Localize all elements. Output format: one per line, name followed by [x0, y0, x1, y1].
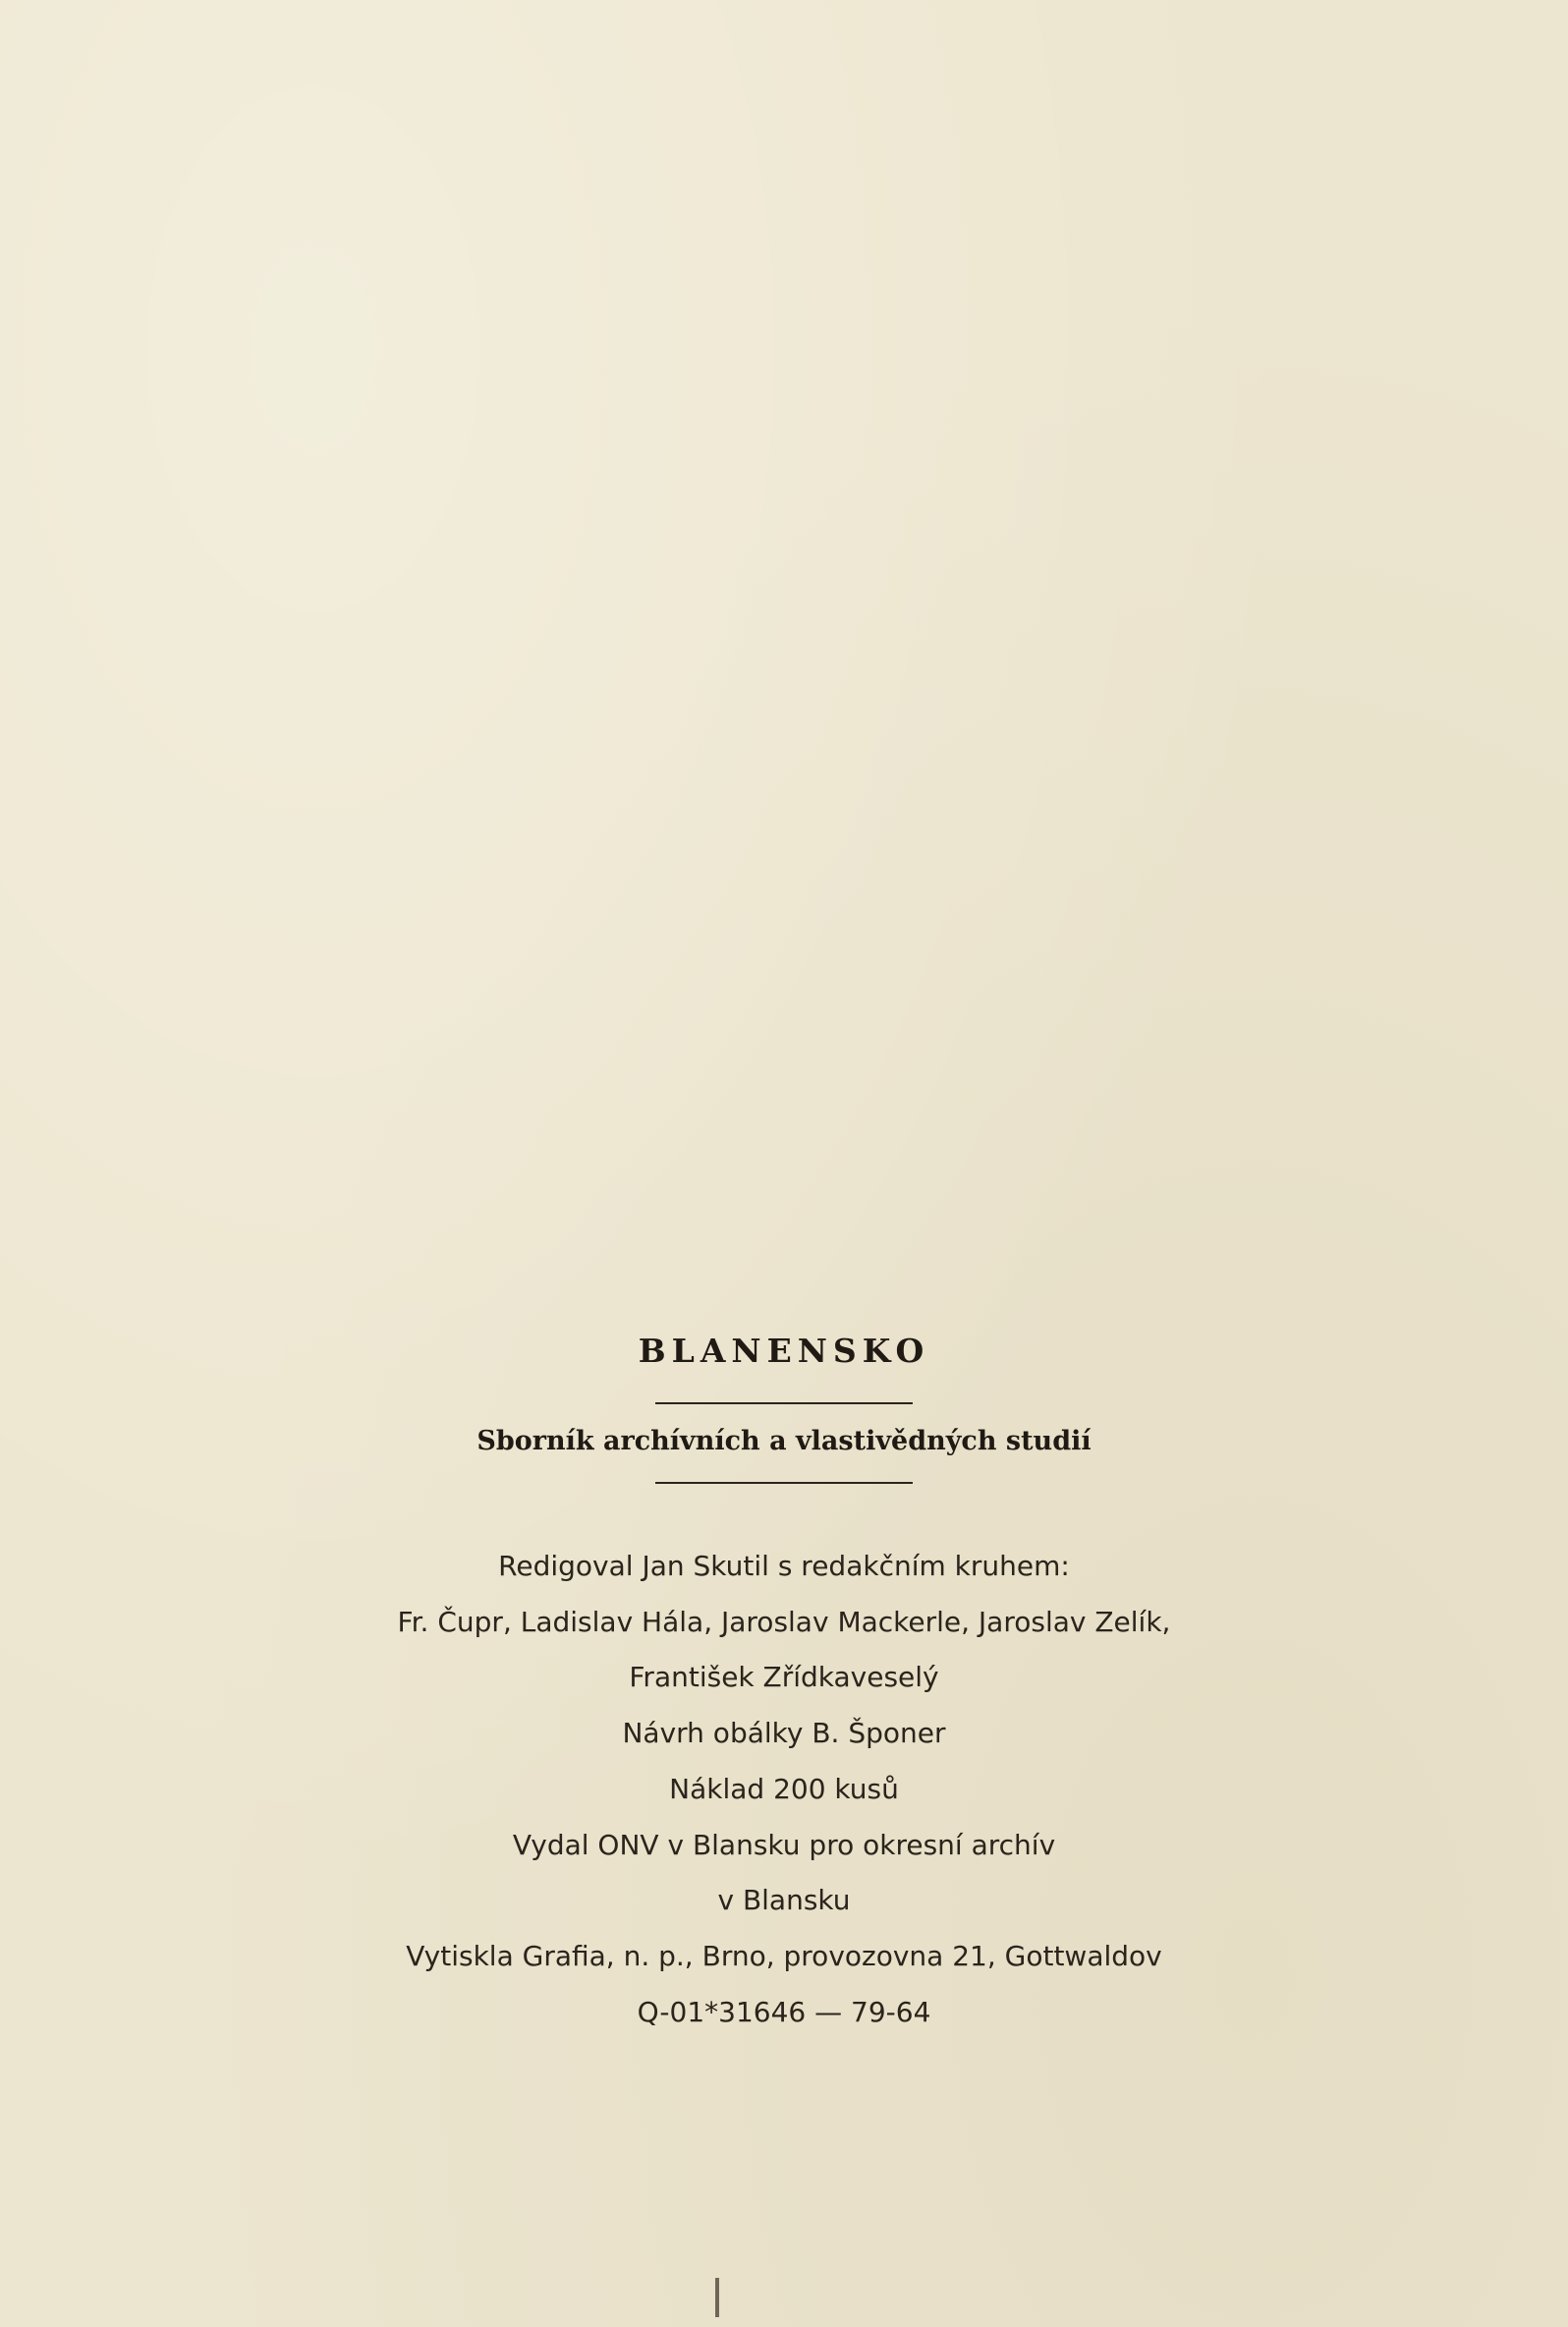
- catalog-number-line: Q-01*31646 — 79-64: [637, 1995, 931, 2028]
- imprint-lines: [0, 1539, 1568, 2040]
- cover-design-line: Návrh obálky B. Šponer: [622, 1717, 946, 1750]
- print-run-line: Náklad 200 kusů: [669, 1772, 899, 1805]
- publication-subtitle: Sborník archívních a vlastivědných studií: [476, 1426, 1092, 1456]
- editorial-board-line-cont: František Zřídkaveselý: [629, 1661, 939, 1694]
- editor-line: Redigoval Jan Skutil s redakčním kruhem:: [498, 1550, 1070, 1582]
- publisher-line: Vydal ONV v Blansku pro okresní archív: [512, 1828, 1056, 1861]
- publication-title: BLANENSKO: [638, 1332, 930, 1370]
- editorial-board-line: Fr. Čupr, Ladislav Hála, Jaroslav Mackerle, Jaroslav Zelík,: [397, 1605, 1171, 1638]
- printer-line: Vytiskla Grafia, n. p., Brno, provozovna 21, Gottwaldov: [406, 1939, 1162, 1972]
- binding-mark: [715, 2278, 719, 2317]
- colophon: [0, 1332, 1568, 2040]
- divider-bottom: [655, 1482, 913, 1484]
- publisher-location-line: v Blansku: [717, 1884, 851, 1917]
- divider-top: [655, 1402, 913, 1404]
